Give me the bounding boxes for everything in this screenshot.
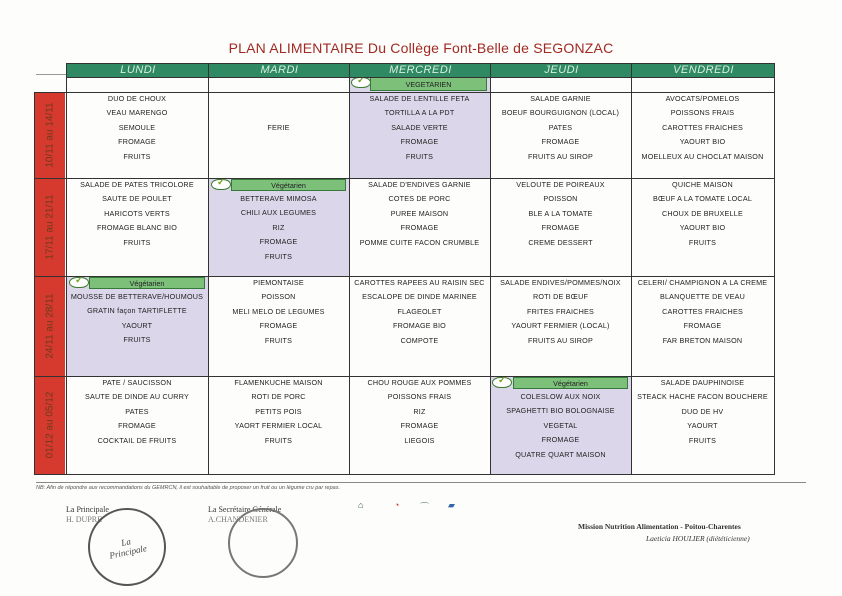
- menu-cell-vendredi-w4: [631, 376, 774, 474]
- vegetarian-logo-icon: [69, 277, 89, 288]
- menu-item: BŒUF A LA TOMATE LOCAL: [652, 194, 753, 204]
- logo-icon-4: ▰: [448, 500, 455, 510]
- menu-item: FROMAGE: [541, 137, 580, 147]
- week-label-2: [34, 178, 65, 276]
- menu-cell-jeudi-w2: [490, 178, 631, 276]
- menu-items: [490, 178, 631, 250]
- menu-item: FROMAGE: [259, 321, 298, 331]
- mission-line: Mission Nutrition Alimentation - Poitou-Charentes: [578, 522, 741, 531]
- vegetarian-label-mercredi: VEGETARIEN: [370, 77, 487, 91]
- menu-item: COLESLOW AUX NOIX: [520, 392, 601, 401]
- menu-items: [490, 390, 631, 462]
- menu-item: FRUITS: [688, 237, 717, 247]
- grid-vline: [774, 63, 775, 474]
- menu-items: [631, 276, 774, 348]
- menu-item: DUO DE HV: [681, 406, 724, 416]
- menu-items: [66, 178, 208, 250]
- principal-role: La Principale: [66, 505, 109, 514]
- logo-icon-1: ⌂: [358, 500, 364, 510]
- menu-item: PIEMONTAISE: [253, 278, 304, 287]
- nb-note: NB: Afin de répondre aux recommandations du GEMRCN, il est souhaitable de proposer un fruit ou un légume cru par repas.: [36, 485, 340, 491]
- menu-item: YAOURT FERMIER (LOCAL): [511, 321, 610, 331]
- stamp-text: La Principale: [108, 536, 148, 561]
- week-range: 24/11 au 28/11: [44, 293, 55, 359]
- day-header-mardi: [208, 63, 350, 77]
- menu-item: CHOU ROUGE AUX POMMES: [367, 378, 472, 387]
- menu-item: FROMAGE: [118, 421, 156, 431]
- grid-vline: [490, 63, 491, 474]
- logo-icon-2: ◔: [394, 500, 400, 510]
- menu-item: CELERI/ CHAMPIGNON A LA CREME: [637, 278, 768, 287]
- menu-item: FRITES FRAICHES: [527, 306, 594, 316]
- menu-items: [66, 92, 208, 164]
- menu-items: [349, 178, 490, 250]
- menu-item: FRUITS AU SIROP: [528, 151, 593, 161]
- menu-item: FRUITS AU SIROP: [528, 335, 593, 345]
- menu-item: FLAMENKUCHE MAISON: [234, 378, 323, 387]
- menu-item: SEMOULE: [118, 122, 156, 132]
- menu-item: CREME DESSERT: [528, 237, 593, 247]
- menu-item: ESCALOPE DE DINDE MARINEE: [362, 292, 477, 302]
- menu-item: MELI MELO DE LEGUMES: [232, 306, 325, 316]
- menu-cell-mardi-w2: [208, 178, 349, 276]
- menu-items: [208, 276, 349, 348]
- menu-items: [631, 376, 774, 448]
- menu-item: FRUITS: [123, 335, 151, 345]
- grid-hline: [66, 63, 775, 64]
- menu-item: QUICHE MAISON: [672, 180, 733, 189]
- menu-cell-jeudi-w4: [490, 376, 631, 474]
- menu-cell-mardi-w3: [208, 276, 349, 376]
- menu-item: SALADE D'ENDIVES GARNIE: [368, 180, 471, 189]
- day-header-vendredi: [631, 63, 775, 77]
- menu-items: [631, 92, 774, 164]
- menu-item: FROMAGE: [118, 137, 156, 147]
- menu-item: TORTILLA A LA PDT: [384, 108, 455, 118]
- menu-item: POISSON: [261, 292, 296, 302]
- menu-item: CAROTTES FRAICHES: [662, 306, 743, 316]
- menu-cell-jeudi-w3: [490, 276, 631, 376]
- menu-item: FRUITS: [264, 335, 293, 345]
- menu-item: COMPOTE: [400, 335, 439, 345]
- menu-item: FERIE: [267, 123, 290, 132]
- day-header-mercredi: [349, 63, 491, 77]
- bottom-rule: [36, 482, 806, 483]
- menu-item: BOEUF BOURGUIGNON (LOCAL): [501, 108, 620, 118]
- menu-cell-mercredi-w4: [349, 376, 490, 474]
- menu-item: FRUITS: [123, 151, 151, 161]
- menu-item: FROMAGE: [259, 237, 298, 247]
- menu-item: YAOURT BIO: [679, 137, 726, 147]
- menu-items: [490, 92, 631, 164]
- secretary-role: La Secrétaire Générale: [208, 505, 282, 514]
- menu-item: QUATRE QUART MAISON: [515, 449, 606, 459]
- menu-item: FRUITS: [123, 237, 151, 247]
- menu-item: CHOUX DE BRUXELLE: [662, 208, 743, 218]
- menu-cell-mercredi-w2: [349, 178, 490, 276]
- menu-item: RIZ: [413, 406, 426, 416]
- menu-item: FROMAGE BLANC BIO: [96, 223, 178, 233]
- menu-cell-lundi-w2: [66, 178, 208, 276]
- menu-item: POMME CUITE FACON CRUMBLE: [359, 237, 480, 247]
- menu-item: YAOURT BIO: [679, 223, 726, 233]
- grid-hline: [34, 474, 775, 475]
- vegetarian-label-mardi: Végétarien: [231, 179, 346, 191]
- menu-items: [208, 376, 349, 448]
- menu-cell-mardi-w4: [208, 376, 349, 474]
- menu-item: FRUITS: [264, 435, 293, 445]
- menu-item: PETITS POIS: [255, 406, 302, 416]
- menu-item: COTES DE PORC: [388, 194, 451, 204]
- vegetarian-logo-icon: [211, 179, 231, 190]
- menu-cell-lundi-w4: [66, 376, 208, 474]
- menu-items: [208, 192, 349, 264]
- menu-item: ROTI DE PORC: [251, 392, 306, 402]
- menu-item: SPAGHETTI BIO BOLOGNAISE: [506, 406, 615, 416]
- menu-item: SALADE VERTE: [391, 122, 448, 132]
- week-range: 10/11 au 14/11: [44, 102, 55, 168]
- menu-item: FROMAGE: [400, 223, 439, 233]
- menu-items: [631, 178, 774, 250]
- menu-item: DUO DE CHOUX: [107, 94, 167, 103]
- menu-item: PUREE MAISON: [390, 208, 449, 218]
- menu-item: FROMAGE: [683, 321, 722, 331]
- menu-items: [349, 376, 490, 448]
- menu-item: SALADE ENDIVES/POMMES/NOIX: [500, 278, 621, 287]
- menu-item: COCKTAIL DE FRUITS: [97, 435, 177, 445]
- menu-item: PATE / SAUCISSON: [102, 378, 172, 387]
- day-header-label: LUNDI: [120, 64, 156, 76]
- menu-item: YAOURT: [687, 421, 718, 431]
- menu-item: MOUSSE DE BETTERAVE/HOUMOUS: [70, 292, 204, 301]
- vegetarian-label-lundi: Végétarien: [89, 277, 205, 289]
- day-header-jeudi: [490, 63, 632, 77]
- menu-item: POISSONS FRAIS: [670, 108, 735, 118]
- menu-item: PATES: [125, 406, 149, 416]
- menu-item: SALADE DAUPHINOISE: [660, 378, 745, 387]
- day-header-lundi: [66, 63, 209, 77]
- menu-item: ROTI DE BŒUF: [532, 292, 589, 302]
- grid-vline: [349, 63, 350, 474]
- menu-item: BETTERAVE MIMOSA: [240, 194, 317, 203]
- principal-name: H. DUPRE: [66, 515, 103, 524]
- week-label-4: [34, 376, 65, 474]
- week-range: 01/12 au 05/12: [44, 391, 55, 459]
- menu-item: STEACK HACHE FACON BOUCHERE: [637, 392, 768, 402]
- menu-item: RIZ: [272, 222, 285, 232]
- day-header-label: MERCREDI: [389, 64, 452, 76]
- menu-item: CHILI AUX LEGUMES: [240, 208, 317, 218]
- menu-item: VEGETAL: [543, 420, 578, 430]
- school-stamp: [88, 508, 166, 586]
- menu-item: CAROTTES RAPEES AU RAISIN SEC: [354, 278, 485, 287]
- menu-item: FRUITS: [264, 251, 293, 261]
- menu-cell-lundi-w3: [66, 276, 208, 376]
- menu-item: SALADE GARNIE: [530, 94, 591, 103]
- menu-cell-vendredi-w3: [631, 276, 774, 376]
- page-title: PLAN ALIMENTAIRE Du Collège Font-Belle de SEGONZAC: [228, 40, 614, 56]
- menu-item: YAORT FERMIER LOCAL: [234, 421, 323, 431]
- grid-hline: [34, 376, 775, 377]
- dietitian-line: Laeticia HOULIER (diététicienne): [646, 534, 750, 543]
- week-label-3: [34, 276, 65, 376]
- grid-vline: [208, 63, 209, 474]
- vegetarian-label-jeudi: Végétarien: [513, 377, 628, 389]
- menu-item: SAUTE DE DINDE AU CURRY: [85, 392, 189, 402]
- day-header-label: JEUDI: [544, 64, 579, 76]
- menu-item: YAOURT: [121, 320, 153, 330]
- menu-items: [66, 376, 208, 448]
- secretary-stamp: [228, 508, 298, 578]
- menu-item: FAR BRETON MAISON: [662, 335, 743, 345]
- vegetarian-logo-icon: [351, 77, 371, 88]
- menu-items: [208, 121, 349, 135]
- logo-icon-3: ⌒: [420, 502, 430, 512]
- menu-item: FLAGEOLET: [397, 306, 442, 316]
- menu-item: SALADE DE LENTILLE FETA: [369, 94, 470, 103]
- menu-item: FROMAGE: [400, 137, 439, 147]
- menu-item: POISSON: [543, 194, 578, 204]
- grid-hline: [66, 77, 775, 78]
- day-header-label: MARDI: [260, 64, 299, 76]
- menu-item: MOELLEUX AU CHOCLAT MAISON: [641, 151, 764, 161]
- menu-item: POISSONS FRAIS: [387, 392, 452, 402]
- menu-item: FRUITS: [688, 435, 717, 445]
- menu-items: [349, 92, 490, 164]
- menu-cell-vendredi-w2: [631, 178, 774, 276]
- menu-items: [66, 290, 208, 348]
- menu-item: FROMAGE BIO: [393, 321, 446, 331]
- vegetarian-logo-icon: [492, 377, 512, 388]
- menu-item: SAUTE DE POULET: [102, 194, 172, 204]
- menu-item: SALADE DE PATES TRICOLORE: [80, 180, 194, 189]
- grid-hline: [34, 178, 775, 179]
- menu-items: [490, 276, 631, 348]
- menu-item: BLANQUETTE DE VEAU: [659, 292, 746, 302]
- menu-item: BLE A LA TOMATE: [528, 208, 593, 218]
- menu-item: AVOCATS/POMELOS: [665, 94, 740, 103]
- menu-item: VELOUTE DE POIREAUX: [516, 180, 605, 189]
- grid-hline: [34, 92, 775, 93]
- menu-item: VEAU MARENGO: [106, 108, 168, 118]
- grid-hline: [34, 276, 775, 277]
- grid-vline: [34, 92, 35, 474]
- menu-item: FROMAGE: [541, 435, 580, 445]
- week-label-1: [34, 92, 65, 178]
- day-header-label: VENDREDI: [673, 64, 734, 76]
- menu-cell-mercredi-w3: [349, 276, 490, 376]
- grid-vline: [66, 63, 67, 474]
- menu-item: PATES: [548, 122, 573, 132]
- week-range: 17/11 au 21/11: [44, 194, 55, 260]
- menu-item: FROMAGE: [400, 421, 439, 431]
- menu-item: HARICOTS VERTS: [104, 208, 170, 218]
- menu-items: [349, 276, 490, 348]
- menu-item: LIEGOIS: [404, 435, 435, 445]
- menu-item: CAROTTES FRAICHES: [662, 122, 743, 132]
- menu-item: GRATIN façon TARTIFLETTE: [87, 306, 187, 316]
- top-rule: [36, 74, 66, 75]
- grid-vline: [631, 63, 632, 474]
- menu-item: FRUITS: [405, 151, 434, 161]
- menu-item: FROMAGE: [541, 223, 580, 233]
- secretary-name: A.CHANDENIER: [208, 515, 268, 524]
